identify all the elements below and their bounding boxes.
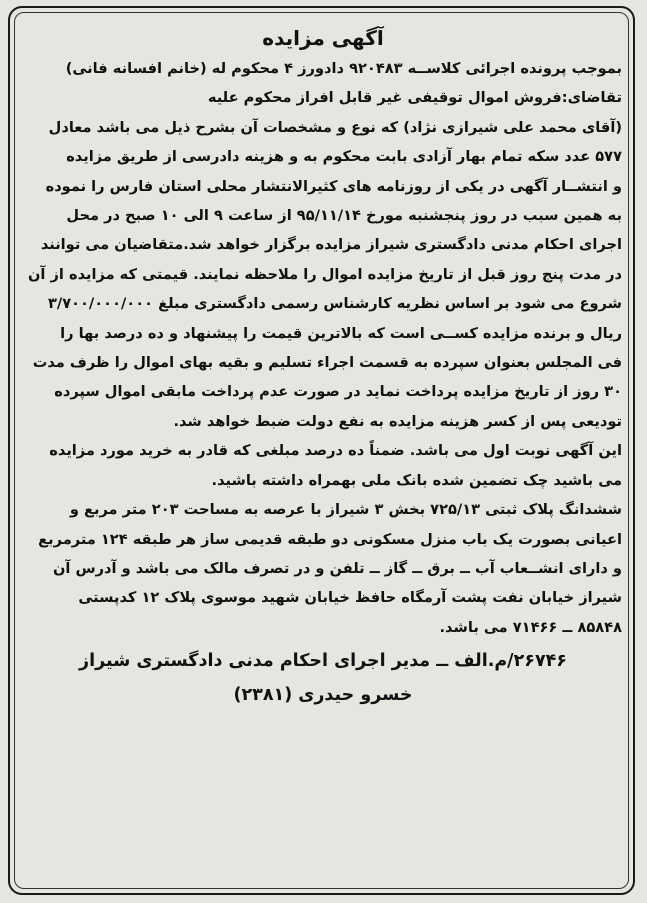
notice-line: ریال و برنده مزایده کســی است که بالاترین قیمت را پیشنهاد و ده درصد بها را <box>60 324 622 342</box>
notice-line: اجرای احکام مدنی دادگستری شیراز مزایده برگزار خواهد شد.متقاضیان می توانند <box>40 236 622 254</box>
notice-line: تقاضای:فروش اموال توقیفی غیر قابل افراز محکوم علیه <box>207 89 622 107</box>
notice-body <box>24 24 622 712</box>
notice-line: می باشید چک تضمین شده بانک ملی بهمراه داشته باشید. <box>211 471 622 489</box>
notice-line: و دارای انشــعاب آب ــ برق ــ گاز ــ تلفن و در تصرف مالک می باشد و آدرس آن <box>52 559 622 577</box>
notice-line: شیراز خیابان نفت پشت آرمگاه حافظ خیابان شهید موسوی پلاک ۱۲ کدپستی <box>78 589 622 607</box>
notice-line: به همین سبب در روز پنجشنبه مورخ ۹۵/۱۱/۱۴ از ساعت ۹ الی ۱۰ صبح در محل <box>66 207 622 225</box>
notice-title: آگهی مزایده <box>262 26 384 50</box>
notice-line: ششدانگ پلاک ثبتی ۷۲۵/۱۳ بخش ۳ شیراز با عرصه به مساحت ۲۰۳ متر مربع و <box>69 501 622 519</box>
notice-line: شروع می شود بر اساس نظریه کارشناس رسمی دادگستری مبلغ ۳/۷۰۰/۰۰۰/۰۰۰ <box>47 295 622 313</box>
notice-signatory: خسرو حیدری (۲۳۸۱) <box>233 685 413 706</box>
notice-line: این آگهی نوبت اول می باشد. ضمناً ده درصد مبلغی که قادر به خرید مورد مزایده <box>49 442 622 460</box>
notice-footer-reference: ۲۶۷۴۶/م.الف ــ مدیر اجرای احکام مدنی دادگستری شیراز <box>79 651 567 672</box>
notice-line: ۵۷۷ عدد سکه تمام بهار آزادی بابت محکوم به و هزینه دادرسی از طریق مزایده <box>66 148 622 166</box>
notice-line: اعیانی بصورت یک باب منزل مسکونی دو طبقه قدیمی ساز هر طبقه ۱۲۴ مترمربع <box>38 530 622 548</box>
notice-line: در مدت پنج روز قبل از تاریخ مزایده اموال را ملاحظه نمایند. قیمتی که مزایده از آن <box>27 265 622 283</box>
notice-line: (آقای محمد علی شیرازی نژاد) که نوع و مشخصات آن بشرح ذیل می باشد معادل <box>48 118 622 136</box>
notice-line: فی المجلس بعنوان سپرده به قسمت اجراء تسلیم و بقیه بهای اموال را ظرف مدت <box>32 354 622 372</box>
notice-line: ۳۰ روز از تاریخ مزایده پرداخت نماید در صورت عدم پرداخت مابقی اموال سپرده <box>54 383 622 401</box>
notice-line: تودیعی پس از کسر هزینه مزایده به نفع دولت ضبط خواهد شد. <box>173 412 622 430</box>
notice-line: ۸۵۸۴۸ ــ ۷۱۴۶۶ می باشد. <box>439 618 622 636</box>
notice-line: بموجب پرونده اجرائی کلاســه ۹۲۰۴۸۳ دادورز ۴ محکوم له (خانم افسانه فانی) <box>65 60 622 77</box>
notice-line: و انتشــار آگهی در یکی از روزنامه های کثیرالانتشار محلی استان فارس را نموده <box>45 177 622 195</box>
